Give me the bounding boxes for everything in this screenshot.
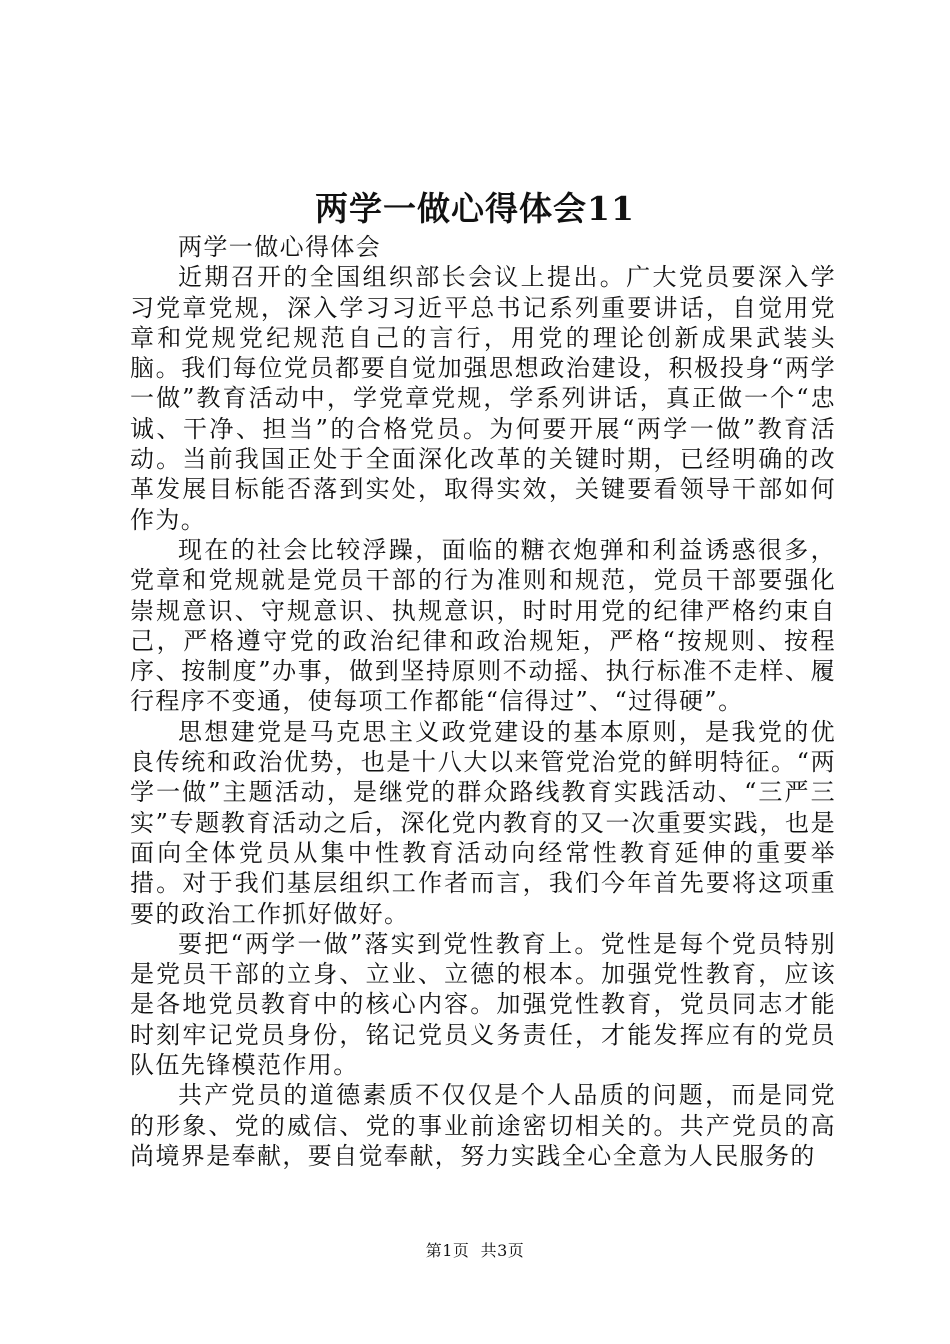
document-body xyxy=(130,232,836,1171)
body-paragraph: 共产党员的道德素质不仅仅是个人品质的问题，而是同党的形象、党的威信、党的事业前途密切相关的。共产党员的高尚境界是奉献，要自觉奉献，努力实践全心全意为人民服务的 xyxy=(130,1081,836,1170)
body-paragraph: 思想建党是马克思主义政党建设的基本原则，是我党的优良传统和政治优势，也是十八大以来管党治党的鲜明特征。“两学一做”主题活动，是继党的群众路线教育实践活动、“三严三实”专题教育活动之后，深化党内教育的又一次重要实践，也是面向全体党员从集中性教育活动向经常性教育延伸的重要举措。对于我们基层组织工作者而言，我们今年首先要将这项重要的政治工作抓好做好。 xyxy=(130,717,836,928)
body-paragraph: 要把“两学一做”落实到党性教育上。党性是每个党员特别是党员干部的立身、立业、立德的根本。加强党性教育，应该是各地党员教育中的核心内容。加强党性教育，党员同志才能时刻牢记党员身份，铭记党员义务责任，才能发挥应有的党员队伍先锋模范作用。 xyxy=(130,929,836,1080)
document-title: 两学一做心得体会11 xyxy=(315,189,635,228)
body-paragraph: 两学一做心得体会 xyxy=(178,233,382,261)
body-paragraph: 近期召开的全国组织部长会议上提出。广大党员要深入学习党章党规，深入学习习近平总书记系列重要讲话，自觉用党章和党规党纪规范自己的言行，用党的理论创新成果武装头脑。我们每位党员都要自觉加强思想政治建设，积极投身“两学一做”教育活动中，学党章党规，学系列讲话，真正做一个“忠诚、干净、担当”的合格党员。为何要开展“两学一做”教育活动。当前我国正处于全面深化改革的关键时期，已经明确的改革发展目标能否落到实处，取得实效，关键要看领导干部如何作为。 xyxy=(130,263,836,534)
page-footer: 第1页 共3页 xyxy=(425,1241,525,1260)
body-paragraph: 现在的社会比较浮躁，面临的糖衣炮弹和利益诱惑很多，党章和党规就是党员干部的行为准则和规范，党员干部要强化崇规意识、守规意识、执规意识，时时用党的纪律严格约束自己，严格遵守党的政治纪律和政治规矩，严格“按规则、按程序、按制度”办事，做到坚持原则不动摇、执行标准不走样、履行程序不变通，使每项工作都能“信得过”、“过得硬”。 xyxy=(130,535,836,716)
